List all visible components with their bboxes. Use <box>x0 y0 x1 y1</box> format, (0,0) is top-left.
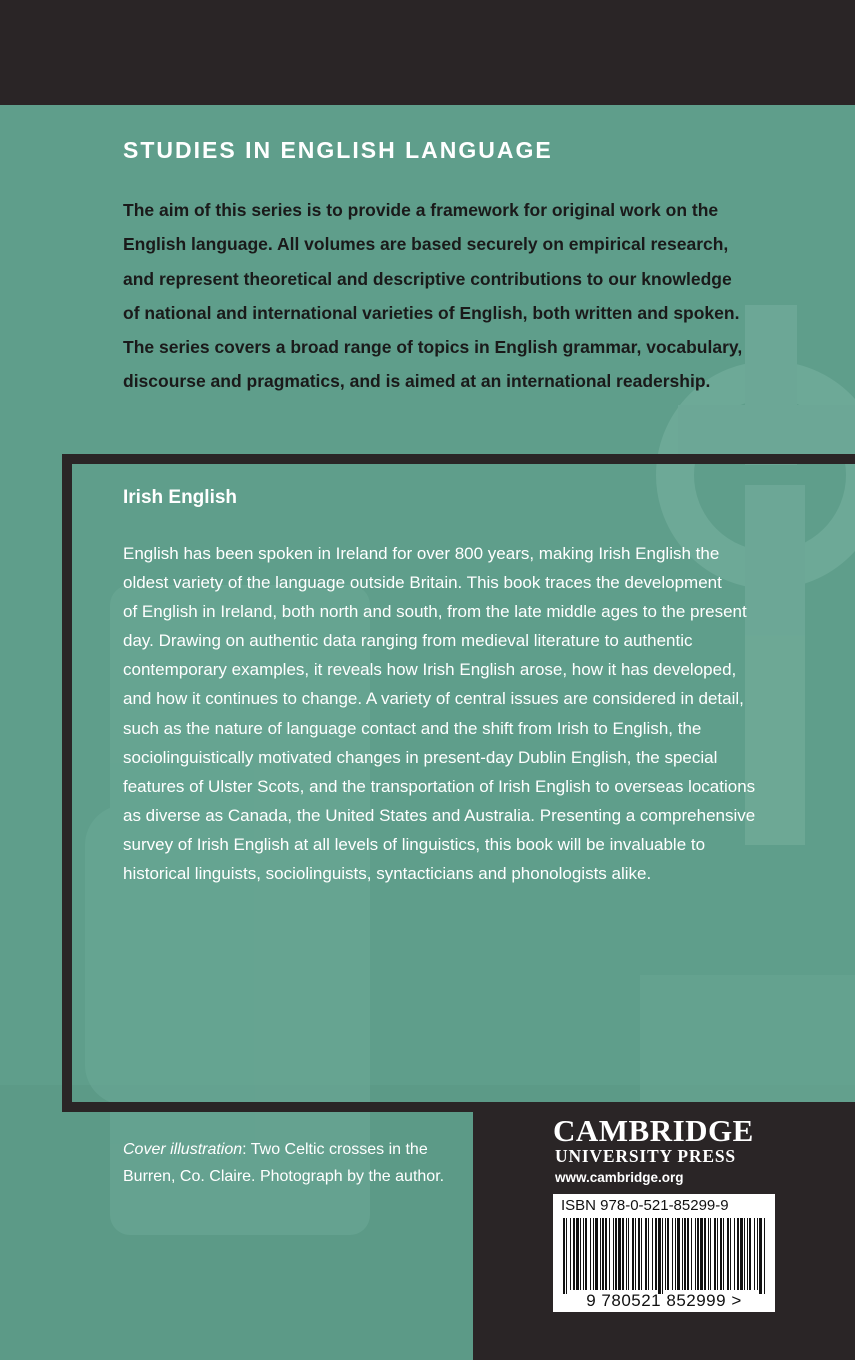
blurb-line: historical linguists, sociolinguists, syntacticians and phonologists alike. <box>123 864 652 884</box>
series-description-line: and represent theoretical and descriptive contributions to our knowledge <box>123 268 732 289</box>
blurb-line: of English in Ireland, both north and south, from the late middle ages to the present <box>123 602 747 622</box>
barcode-panel <box>553 1194 775 1312</box>
cover-illustration-credit <box>123 1136 444 1190</box>
blurb-line: oldest variety of the language outside Britain. This book traces the development <box>123 573 722 593</box>
isbn-text: ISBN 978-0-521-85299-9 <box>561 1197 729 1214</box>
credit-line <box>123 1136 444 1163</box>
blurb-line: sociolinguistically motivated changes in present-day Dublin English, the special <box>123 747 718 767</box>
blurb-line: day. Drawing on authentic data ranging from medieval literature to authentic <box>123 631 693 651</box>
publisher-url: www.cambridge.org <box>555 1170 684 1185</box>
book-title: Irish English <box>123 487 238 508</box>
blurb-line: contemporary examples, it reveals how Irish English arose, how it has developed, <box>123 660 737 680</box>
publisher-subtitle: UNIVERSITY PRESS <box>555 1146 736 1166</box>
book-blurb <box>123 539 755 888</box>
series-description-line: English language. All volumes are based securely on empirical research, <box>123 234 729 255</box>
blurb-line: such as the nature of language contact and the shift from Irish to English, the <box>123 718 702 738</box>
series-description-line: The aim of this series is to provide a framework for original work on the <box>123 200 719 220</box>
credit-label: Cover illustration <box>123 1141 243 1158</box>
series-title: STUDIES IN ENGLISH LANGUAGE <box>123 137 553 163</box>
series-description-line: of national and international varieties of English, both written and spoken. <box>123 302 740 323</box>
credit-line: Burren, Co. Claire. Photograph by the author. <box>123 1168 445 1185</box>
credit-text: : Two Celtic crosses in the <box>242 1141 428 1158</box>
series-description-line: discourse and pragmatics, and is aimed at an international readership. <box>123 371 711 392</box>
publisher-name: CAMBRIDGE <box>553 1113 754 1148</box>
publisher-block <box>473 1112 855 1360</box>
series-description-line: The series covers a broad range of topics in English grammar, vocabulary, <box>123 337 743 358</box>
blurb-line: features of Ulster Scots, and the transportation of Irish English to overseas locations <box>123 776 756 796</box>
blurb-line: as diverse as Canada, the United States and Australia. Presenting a comprehensive <box>123 805 756 825</box>
series-description <box>123 193 813 399</box>
blurb-line: survey of Irish English at all levels of linguistics, this book will be invaluable to <box>123 834 706 854</box>
barcode-number: 9 780521 852999 > <box>586 1291 742 1310</box>
blurb-line: and how it continues to change. A variety of central issues are considered in detail, <box>123 689 744 709</box>
top-dark-band <box>0 0 855 105</box>
blurb-line: English has been spoken in Ireland for over 800 years, making Irish English the <box>123 544 720 563</box>
